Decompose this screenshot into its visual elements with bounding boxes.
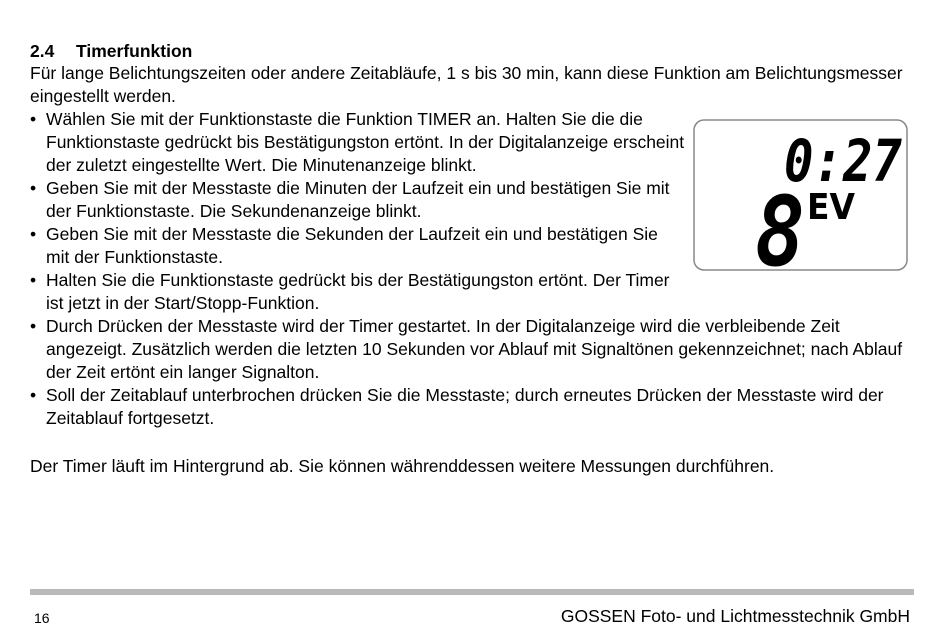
intro-paragraph: Für lange Belichtungszeiten oder andere Zeitabläufe, 1 s bis 30 min, kann diese Funktion am Belichtungsmesser eingestellt werden. — [30, 63, 903, 106]
closing-paragraph: Der Timer läuft im Hintergrund ab. Sie können währenddessen weitere Messungen durchführen. — [30, 456, 775, 476]
bullet-icon: • — [30, 316, 37, 336]
section-number: 2.4 — [30, 41, 55, 61]
lcd-ev-unit: EV — [807, 187, 856, 228]
lcd-display-illustration — [693, 119, 908, 288]
list-item — [30, 315, 920, 384]
list-item-text: Geben Sie mit der Messtaste die Sekunden der Laufzeit ein und bestätigen Sie mit der Funktionstaste. — [46, 224, 658, 267]
bullet-icon: • — [30, 385, 37, 405]
list-item-text: Geben Sie mit der Messtaste die Minuten der Laufzeit ein und bestätigen Sie mit der Funktionstaste. Die Sekundenanzeige blinkt. — [46, 178, 670, 221]
list-item-text: Durch Drücken der Messtaste wird der Timer gestartet. In der Digitalanzeige wird die verbleibende Zeit angezeigt. Zusätzlich werden die letzten 10 Sekunden vor Ablauf mit Signaltönen gekennzeichnet; nach Ablauf der Zeit ertönt ein langer Signalton. — [46, 316, 903, 382]
list-item-text: Halten Sie die Funktionstaste gedrückt bis der Bestätigungston ertönt. Der Timer ist jetzt in der Start/Stopp-Funktion. — [46, 270, 670, 313]
section-title: Timerfunktion — [76, 41, 193, 61]
section-heading — [30, 40, 192, 62]
bullet-icon: • — [30, 109, 37, 129]
list-item — [30, 108, 686, 177]
list-item — [30, 269, 686, 315]
lcd-big-digit: 8 — [755, 176, 805, 288]
lcd-time-readout: 0:27 — [784, 127, 903, 195]
list-item — [30, 177, 686, 223]
list-item-text: Wählen Sie mit der Funktionstaste die Funktion TIMER an. Halten Sie die die Funktionstaste gedrückt bis Bestätigungston ertönt. In der Digitalanzeige erscheint der zuletzt eingestellte Wert. Die Minutenanzeige blinkt. — [46, 109, 685, 175]
publisher-name: GOSSEN Foto- und Lichtmesstechnik GmbH — [560, 606, 910, 626]
bullet-icon: • — [30, 224, 37, 244]
list-item — [30, 223, 686, 269]
footer-rule — [30, 589, 914, 595]
bullet-icon: • — [30, 178, 37, 198]
list-item — [30, 384, 920, 430]
page-number: 16 — [34, 610, 50, 626]
bullet-icon: • — [30, 270, 37, 290]
list-item-text: Soll der Zeitablauf unterbrochen drücken Sie die Messtaste; durch erneutes Drücken der Messtaste wird der Zeitablauf fortgesetzt. — [46, 385, 884, 428]
